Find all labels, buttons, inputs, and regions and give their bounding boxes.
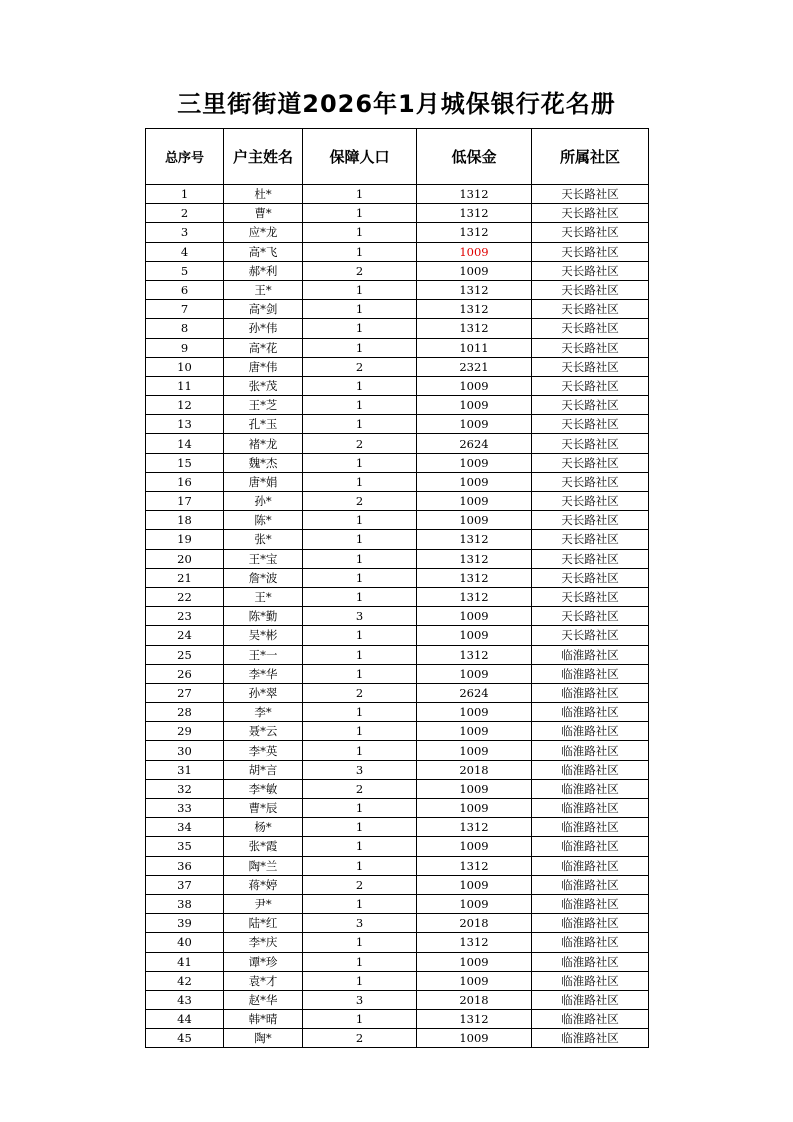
allowance-cell: 1312 xyxy=(417,568,532,587)
serial-cell: 33 xyxy=(146,799,224,818)
community-cell: 天长路社区 xyxy=(532,530,649,549)
name-cell: 曹*辰 xyxy=(224,799,303,818)
name-cell: 谭*珍 xyxy=(224,952,303,971)
serial-cell: 30 xyxy=(146,741,224,760)
serial-cell: 31 xyxy=(146,760,224,779)
serial-cell: 27 xyxy=(146,683,224,702)
allowance-cell: 2624 xyxy=(417,434,532,453)
persons-cell: 1 xyxy=(303,722,417,741)
serial-cell: 26 xyxy=(146,664,224,683)
persons-cell: 1 xyxy=(303,645,417,664)
serial-cell: 28 xyxy=(146,703,224,722)
persons-cell: 2 xyxy=(303,492,417,511)
community-cell: 临淮路社区 xyxy=(532,914,649,933)
allowance-cell: 1312 xyxy=(417,280,532,299)
allowance-cell: 1312 xyxy=(417,587,532,606)
header-household-head: 户主姓名 xyxy=(224,129,303,185)
allowance-cell: 1312 xyxy=(417,856,532,875)
allowance-cell: 1009 xyxy=(417,511,532,530)
community-cell: 天长路社区 xyxy=(532,223,649,242)
serial-cell: 5 xyxy=(146,261,224,280)
persons-cell: 1 xyxy=(303,319,417,338)
community-cell: 天长路社区 xyxy=(532,434,649,453)
allowance-cell: 1009 xyxy=(417,971,532,990)
allowance-cell: 2321 xyxy=(417,357,532,376)
persons-cell: 2 xyxy=(303,434,417,453)
persons-cell: 1 xyxy=(303,1010,417,1029)
community-cell: 临淮路社区 xyxy=(532,971,649,990)
table-row xyxy=(146,185,649,204)
allowance-cell: 2624 xyxy=(417,683,532,702)
persons-cell: 1 xyxy=(303,818,417,837)
table-row xyxy=(146,587,649,606)
persons-cell: 1 xyxy=(303,952,417,971)
name-cell: 褚*龙 xyxy=(224,434,303,453)
serial-cell: 25 xyxy=(146,645,224,664)
name-cell: 李*敏 xyxy=(224,779,303,798)
persons-cell: 1 xyxy=(303,799,417,818)
name-cell: 胡*言 xyxy=(224,760,303,779)
serial-cell: 4 xyxy=(146,242,224,261)
allowance-cell: 1312 xyxy=(417,319,532,338)
serial-cell: 37 xyxy=(146,875,224,894)
allowance-cell: 1009 xyxy=(417,722,532,741)
name-cell: 李* xyxy=(224,703,303,722)
name-cell: 李*庆 xyxy=(224,933,303,952)
allowance-cell: 1009 xyxy=(417,875,532,894)
table-row xyxy=(146,357,649,376)
allowance-cell: 1312 xyxy=(417,223,532,242)
table-row xyxy=(146,1010,649,1029)
allowance-cell: 1312 xyxy=(417,645,532,664)
persons-cell: 1 xyxy=(303,626,417,645)
table-row xyxy=(146,779,649,798)
name-cell: 魏*杰 xyxy=(224,453,303,472)
serial-cell: 19 xyxy=(146,530,224,549)
community-cell: 临淮路社区 xyxy=(532,952,649,971)
allowance-cell: 1011 xyxy=(417,338,532,357)
serial-cell: 29 xyxy=(146,722,224,741)
community-cell: 天长路社区 xyxy=(532,587,649,606)
community-cell: 天长路社区 xyxy=(532,549,649,568)
community-cell: 临淮路社区 xyxy=(532,818,649,837)
persons-cell: 2 xyxy=(303,261,417,280)
allowance-cell: 1312 xyxy=(417,549,532,568)
serial-cell: 38 xyxy=(146,894,224,913)
persons-cell: 1 xyxy=(303,971,417,990)
community-cell: 天长路社区 xyxy=(532,415,649,434)
serial-cell: 16 xyxy=(146,472,224,491)
allowance-cell: 1009 xyxy=(417,472,532,491)
allowance-cell: 1009 xyxy=(417,703,532,722)
serial-cell: 11 xyxy=(146,376,224,395)
table-row xyxy=(146,338,649,357)
name-cell: 韩*晴 xyxy=(224,1010,303,1029)
roster-body xyxy=(146,185,649,1048)
table-row xyxy=(146,530,649,549)
community-cell: 天长路社区 xyxy=(532,204,649,223)
persons-cell: 1 xyxy=(303,338,417,357)
table-row xyxy=(146,760,649,779)
table-row xyxy=(146,568,649,587)
community-cell: 临淮路社区 xyxy=(532,703,649,722)
name-cell: 陈* xyxy=(224,511,303,530)
serial-cell: 1 xyxy=(146,185,224,204)
name-cell: 郝*利 xyxy=(224,261,303,280)
community-cell: 临淮路社区 xyxy=(532,683,649,702)
serial-cell: 42 xyxy=(146,971,224,990)
serial-cell: 34 xyxy=(146,818,224,837)
serial-cell: 18 xyxy=(146,511,224,530)
allowance-cell: 1009 xyxy=(417,242,532,261)
community-cell: 临淮路社区 xyxy=(532,856,649,875)
name-cell: 蒋*婷 xyxy=(224,875,303,894)
community-cell: 天长路社区 xyxy=(532,607,649,626)
name-cell: 尹* xyxy=(224,894,303,913)
serial-cell: 2 xyxy=(146,204,224,223)
community-cell: 临淮路社区 xyxy=(532,779,649,798)
persons-cell: 3 xyxy=(303,990,417,1009)
name-cell: 王*宝 xyxy=(224,549,303,568)
serial-cell: 17 xyxy=(146,492,224,511)
serial-cell: 45 xyxy=(146,1029,224,1048)
allowance-cell: 1009 xyxy=(417,415,532,434)
table-row xyxy=(146,204,649,223)
allowance-cell: 1312 xyxy=(417,300,532,319)
allowance-cell: 1009 xyxy=(417,607,532,626)
name-cell: 李*华 xyxy=(224,664,303,683)
community-cell: 临淮路社区 xyxy=(532,741,649,760)
table-row xyxy=(146,683,649,702)
table-row xyxy=(146,280,649,299)
community-cell: 临淮路社区 xyxy=(532,894,649,913)
community-cell: 临淮路社区 xyxy=(532,933,649,952)
serial-cell: 10 xyxy=(146,357,224,376)
name-cell: 王*芝 xyxy=(224,396,303,415)
persons-cell: 1 xyxy=(303,511,417,530)
name-cell: 詹*波 xyxy=(224,568,303,587)
persons-cell: 1 xyxy=(303,396,417,415)
allowance-cell: 1009 xyxy=(417,952,532,971)
persons-cell: 1 xyxy=(303,415,417,434)
table-row xyxy=(146,818,649,837)
table-row xyxy=(146,799,649,818)
serial-cell: 24 xyxy=(146,626,224,645)
persons-cell: 1 xyxy=(303,703,417,722)
persons-cell: 1 xyxy=(303,242,417,261)
name-cell: 袁*才 xyxy=(224,971,303,990)
header-community: 所属社区 xyxy=(532,129,649,185)
table-row xyxy=(146,664,649,683)
table-row xyxy=(146,223,649,242)
community-cell: 临淮路社区 xyxy=(532,1029,649,1048)
community-cell: 天长路社区 xyxy=(532,376,649,395)
table-row xyxy=(146,242,649,261)
serial-cell: 39 xyxy=(146,914,224,933)
table-row xyxy=(146,741,649,760)
serial-cell: 41 xyxy=(146,952,224,971)
table-row xyxy=(146,971,649,990)
table-row xyxy=(146,722,649,741)
header-serial-number: 总序号 xyxy=(146,129,224,185)
community-cell: 天长路社区 xyxy=(532,472,649,491)
community-cell: 临淮路社区 xyxy=(532,837,649,856)
table-row xyxy=(146,952,649,971)
page-title: 三里街街道2026年1月城保银行花名册 xyxy=(177,90,616,118)
header-covered-persons: 保障人口 xyxy=(303,129,417,185)
serial-cell: 7 xyxy=(146,300,224,319)
community-cell: 天长路社区 xyxy=(532,261,649,280)
table-row xyxy=(146,607,649,626)
community-cell: 天长路社区 xyxy=(532,242,649,261)
name-cell: 应*龙 xyxy=(224,223,303,242)
serial-cell: 6 xyxy=(146,280,224,299)
persons-cell: 3 xyxy=(303,760,417,779)
community-cell: 临淮路社区 xyxy=(532,664,649,683)
table-row xyxy=(146,396,649,415)
community-cell: 天长路社区 xyxy=(532,511,649,530)
name-cell: 陆*红 xyxy=(224,914,303,933)
allowance-cell: 2018 xyxy=(417,914,532,933)
persons-cell: 1 xyxy=(303,472,417,491)
name-cell: 杜* xyxy=(224,185,303,204)
persons-cell: 1 xyxy=(303,185,417,204)
table-row xyxy=(146,300,649,319)
community-cell: 天长路社区 xyxy=(532,280,649,299)
header-allowance: 低保金 xyxy=(417,129,532,185)
name-cell: 李*英 xyxy=(224,741,303,760)
header-row xyxy=(146,129,649,185)
serial-cell: 3 xyxy=(146,223,224,242)
allowance-cell: 1009 xyxy=(417,376,532,395)
serial-cell: 9 xyxy=(146,338,224,357)
allowance-cell: 1009 xyxy=(417,626,532,645)
roster-table xyxy=(145,128,649,1048)
serial-cell: 23 xyxy=(146,607,224,626)
table-row xyxy=(146,453,649,472)
persons-cell: 3 xyxy=(303,914,417,933)
persons-cell: 1 xyxy=(303,204,417,223)
persons-cell: 3 xyxy=(303,607,417,626)
name-cell: 王* xyxy=(224,280,303,299)
name-cell: 孙* xyxy=(224,492,303,511)
name-cell: 曹* xyxy=(224,204,303,223)
persons-cell: 1 xyxy=(303,741,417,760)
table-row xyxy=(146,472,649,491)
allowance-cell: 1009 xyxy=(417,396,532,415)
allowance-cell: 1009 xyxy=(417,741,532,760)
allowance-cell: 1312 xyxy=(417,1010,532,1029)
community-cell: 临淮路社区 xyxy=(532,799,649,818)
persons-cell: 1 xyxy=(303,933,417,952)
name-cell: 高*剑 xyxy=(224,300,303,319)
community-cell: 天长路社区 xyxy=(532,396,649,415)
persons-cell: 1 xyxy=(303,837,417,856)
serial-cell: 13 xyxy=(146,415,224,434)
name-cell: 张*茂 xyxy=(224,376,303,395)
community-cell: 临淮路社区 xyxy=(532,722,649,741)
community-cell: 临淮路社区 xyxy=(532,990,649,1009)
name-cell: 王* xyxy=(224,587,303,606)
serial-cell: 22 xyxy=(146,587,224,606)
allowance-cell: 1312 xyxy=(417,204,532,223)
persons-cell: 1 xyxy=(303,549,417,568)
community-cell: 天长路社区 xyxy=(532,626,649,645)
persons-cell: 1 xyxy=(303,300,417,319)
name-cell: 杨* xyxy=(224,818,303,837)
table-row xyxy=(146,415,649,434)
persons-cell: 1 xyxy=(303,280,417,299)
serial-cell: 8 xyxy=(146,319,224,338)
allowance-cell: 1312 xyxy=(417,933,532,952)
persons-cell: 1 xyxy=(303,894,417,913)
persons-cell: 2 xyxy=(303,779,417,798)
serial-cell: 21 xyxy=(146,568,224,587)
name-cell: 张* xyxy=(224,530,303,549)
allowance-cell: 1009 xyxy=(417,453,532,472)
persons-cell: 2 xyxy=(303,1029,417,1048)
community-cell: 天长路社区 xyxy=(532,319,649,338)
serial-cell: 15 xyxy=(146,453,224,472)
table-row xyxy=(146,511,649,530)
persons-cell: 2 xyxy=(303,683,417,702)
allowance-cell: 1312 xyxy=(417,818,532,837)
serial-cell: 35 xyxy=(146,837,224,856)
name-cell: 高*飞 xyxy=(224,242,303,261)
name-cell: 王*一 xyxy=(224,645,303,664)
persons-cell: 1 xyxy=(303,856,417,875)
serial-cell: 32 xyxy=(146,779,224,798)
allowance-cell: 1312 xyxy=(417,185,532,204)
name-cell: 陈*勤 xyxy=(224,607,303,626)
serial-cell: 14 xyxy=(146,434,224,453)
name-cell: 陶*兰 xyxy=(224,856,303,875)
allowance-cell: 1009 xyxy=(417,894,532,913)
community-cell: 临淮路社区 xyxy=(532,1010,649,1029)
table-row xyxy=(146,837,649,856)
allowance-cell: 1009 xyxy=(417,261,532,280)
persons-cell: 1 xyxy=(303,664,417,683)
name-cell: 高*花 xyxy=(224,338,303,357)
allowance-cell: 1009 xyxy=(417,837,532,856)
name-cell: 孙*翠 xyxy=(224,683,303,702)
allowance-cell: 2018 xyxy=(417,990,532,1009)
name-cell: 孙*伟 xyxy=(224,319,303,338)
persons-cell: 1 xyxy=(303,568,417,587)
table-row xyxy=(146,626,649,645)
table-row xyxy=(146,875,649,894)
table-row xyxy=(146,492,649,511)
serial-cell: 20 xyxy=(146,549,224,568)
table-row xyxy=(146,703,649,722)
persons-cell: 1 xyxy=(303,376,417,395)
table-row xyxy=(146,549,649,568)
persons-cell: 1 xyxy=(303,453,417,472)
table-row xyxy=(146,434,649,453)
allowance-cell: 1312 xyxy=(417,530,532,549)
community-cell: 临淮路社区 xyxy=(532,875,649,894)
table-row xyxy=(146,856,649,875)
serial-cell: 36 xyxy=(146,856,224,875)
allowance-cell: 1009 xyxy=(417,492,532,511)
table-row xyxy=(146,1029,649,1048)
persons-cell: 1 xyxy=(303,530,417,549)
serial-cell: 12 xyxy=(146,396,224,415)
name-cell: 赵*华 xyxy=(224,990,303,1009)
name-cell: 唐*娟 xyxy=(224,472,303,491)
table-row xyxy=(146,933,649,952)
community-cell: 天长路社区 xyxy=(532,300,649,319)
name-cell: 聂*云 xyxy=(224,722,303,741)
name-cell: 孔*玉 xyxy=(224,415,303,434)
community-cell: 天长路社区 xyxy=(532,568,649,587)
serial-cell: 43 xyxy=(146,990,224,1009)
allowance-cell: 1009 xyxy=(417,779,532,798)
allowance-cell: 2018 xyxy=(417,760,532,779)
community-cell: 天长路社区 xyxy=(532,185,649,204)
allowance-cell: 1009 xyxy=(417,664,532,683)
community-cell: 天长路社区 xyxy=(532,453,649,472)
community-cell: 天长路社区 xyxy=(532,357,649,376)
persons-cell: 1 xyxy=(303,587,417,606)
name-cell: 张*霞 xyxy=(224,837,303,856)
persons-cell: 1 xyxy=(303,223,417,242)
table-row xyxy=(146,990,649,1009)
allowance-cell: 1009 xyxy=(417,799,532,818)
community-cell: 天长路社区 xyxy=(532,492,649,511)
allowance-cell: 1009 xyxy=(417,1029,532,1048)
serial-cell: 44 xyxy=(146,1010,224,1029)
community-cell: 临淮路社区 xyxy=(532,760,649,779)
table-row xyxy=(146,894,649,913)
table-row xyxy=(146,261,649,280)
name-cell: 唐*伟 xyxy=(224,357,303,376)
serial-cell: 40 xyxy=(146,933,224,952)
community-cell: 临淮路社区 xyxy=(532,645,649,664)
name-cell: 陶* xyxy=(224,1029,303,1048)
table-row xyxy=(146,319,649,338)
persons-cell: 2 xyxy=(303,357,417,376)
name-cell: 吴*彬 xyxy=(224,626,303,645)
table-row xyxy=(146,914,649,933)
table-row xyxy=(146,645,649,664)
community-cell: 天长路社区 xyxy=(532,338,649,357)
persons-cell: 2 xyxy=(303,875,417,894)
table-row xyxy=(146,376,649,395)
